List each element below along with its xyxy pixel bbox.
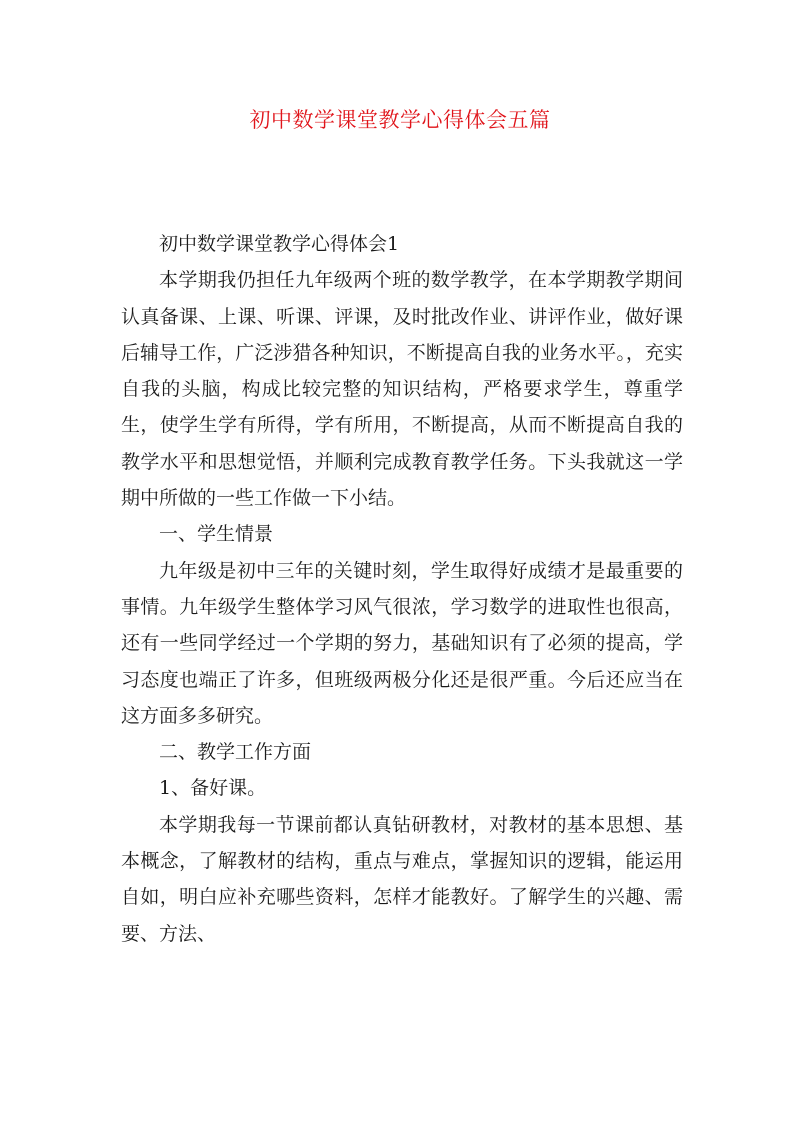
intro-paragraph: 本学期我仍担任九年级两个班的数学教学，在本学期教学期间认真备课、上课、听课、评课，及时批改作业、讲评作业，做好课后辅导工作，广泛涉猎各种知识，不断提高自我的业务水平。，充实自我的头脑，构成比较完整的知识结构，严格要求学生，尊重学生，使学生学有所得，学有所用，不断提高，从而不断提高自我的教学水平和思想觉悟，并顺利完成教育教学任务。下头我就这一学期中所做的一些工作做一下小结。 <box>121 269 683 510</box>
prepare-lessons-paragraph: 本学期我每一节课前都认真钻研教材，对教材的基本思想、基本概念，了解教材的结构，重点与难点，掌握知识的逻辑，能运用自如，明白应补充哪些资料，怎样才能教好。了解学生的兴趣、需要、方法、 <box>121 813 683 945</box>
student-situation-paragraph: 九年级是初中三年的关键时刻，学生取得好成绩才是最重要的事情。九年级学生整体学习风气很浓，学习数学的进取性也很高，还有一些同学经过一个学期的努力，基础知识有了必须的提高，学习态度也端正了许多，但班级两极分化还是很严重。今后还应当在这方面多多研究。 <box>121 559 683 727</box>
subheading-student-situation: 一、学生情景 <box>159 523 274 546</box>
subheading-prepare-lessons: 1、备好课。 <box>159 777 267 800</box>
section-heading-1: 初中数学课堂教学心得体会1 <box>159 233 400 255</box>
subheading-teaching-work: 二、教学工作方面 <box>159 741 312 764</box>
document-body <box>121 226 683 952</box>
document-title: 初中数学课堂教学心得体会五篇 <box>249 108 551 132</box>
